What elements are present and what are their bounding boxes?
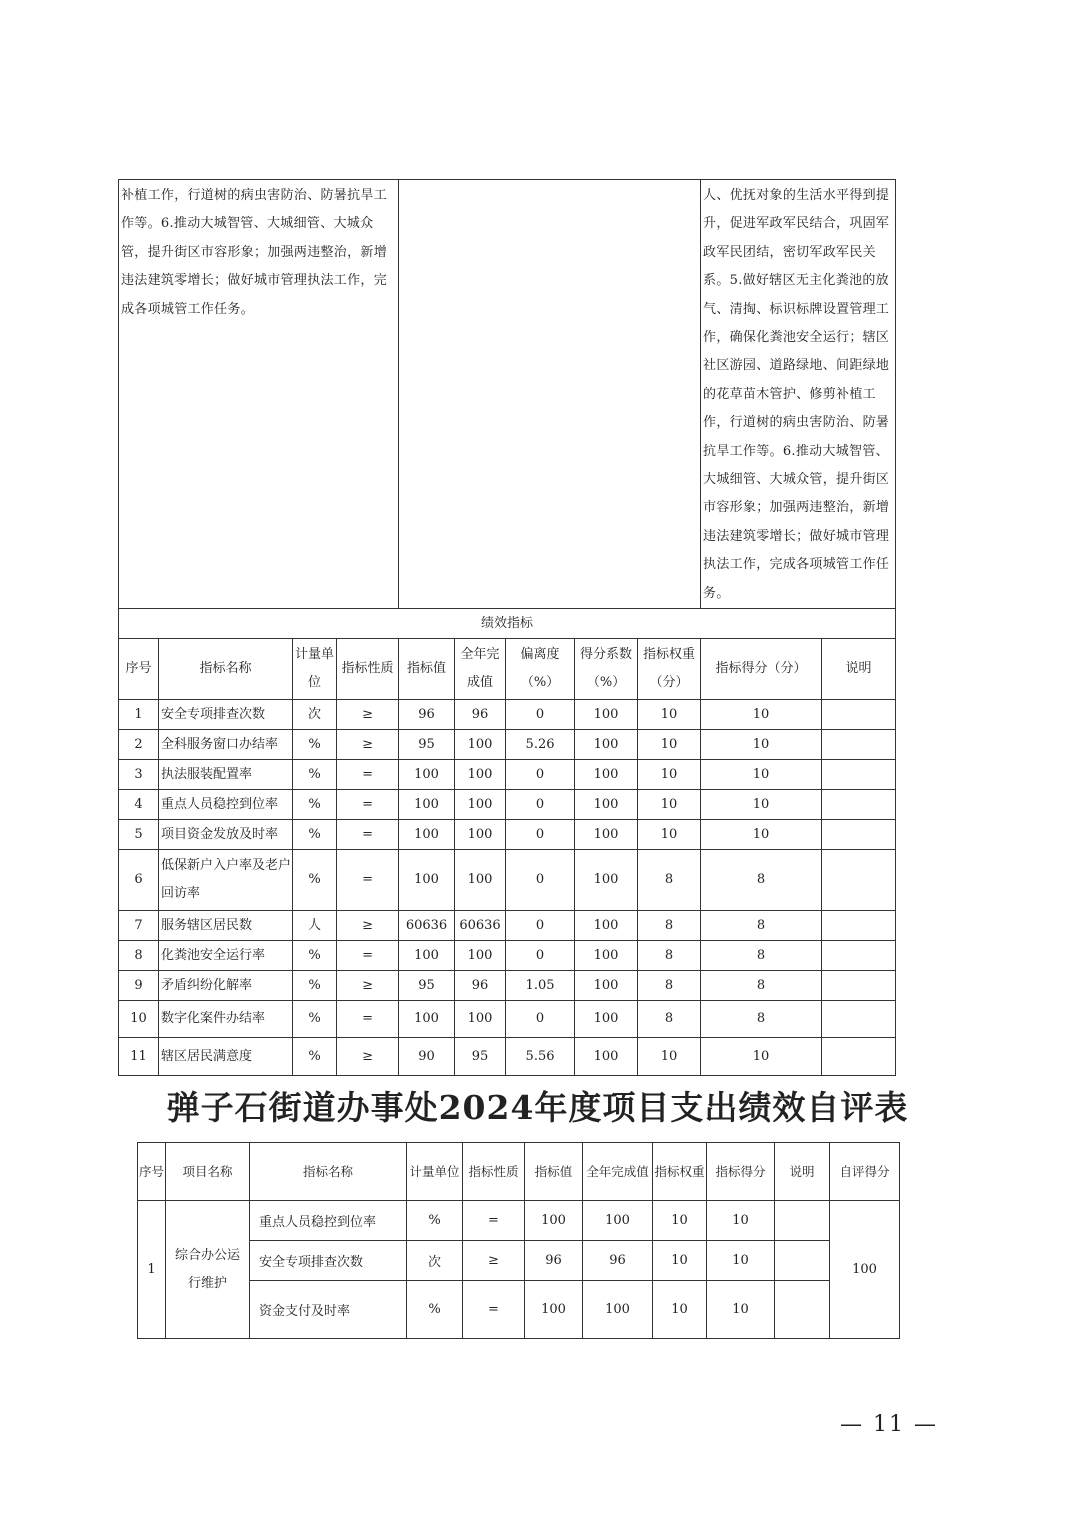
row-number: 11 bbox=[119, 1038, 159, 1076]
table-cell: % bbox=[293, 971, 337, 1001]
table-row bbox=[119, 941, 896, 971]
table-cell: 8 bbox=[701, 1001, 822, 1038]
indicator-name: 安全专项排查次数 bbox=[159, 700, 293, 730]
table-row bbox=[119, 1001, 896, 1038]
table-cell: 100 bbox=[455, 730, 506, 760]
table-cell: 0 bbox=[506, 820, 575, 850]
table-cell bbox=[775, 1241, 830, 1281]
table-cell: 0 bbox=[506, 850, 575, 911]
table-cell bbox=[822, 971, 896, 1001]
table-cell: 100 bbox=[455, 790, 506, 820]
column-header: 全年完成值 bbox=[583, 1143, 653, 1201]
table-cell: 10 bbox=[707, 1241, 775, 1281]
table-cell: 10 bbox=[701, 1038, 822, 1076]
column-header: 指标性质 bbox=[463, 1143, 525, 1201]
table-cell: 人 bbox=[293, 911, 337, 941]
self-evaluation-table bbox=[137, 1142, 900, 1339]
table-cell: 10 bbox=[707, 1281, 775, 1339]
row-number: 4 bbox=[119, 790, 159, 820]
indicator-name: 全科服务窗口办结率 bbox=[159, 730, 293, 760]
column-header: 指标权重 bbox=[653, 1143, 707, 1201]
table-cell: 10 bbox=[638, 760, 701, 790]
column-header: 指标得分（分） bbox=[701, 639, 822, 700]
table-cell: 8 bbox=[638, 850, 701, 911]
table-cell: 96 bbox=[455, 971, 506, 1001]
table-cell: 100 bbox=[575, 911, 638, 941]
table-cell: 0 bbox=[506, 941, 575, 971]
table-cell bbox=[775, 1201, 830, 1241]
column-header: 全年完成值 bbox=[455, 639, 506, 700]
table-cell: 100 bbox=[455, 1001, 506, 1038]
table-cell: 100 bbox=[455, 850, 506, 911]
table-cell: % bbox=[293, 941, 337, 971]
table-cell: = bbox=[337, 760, 399, 790]
column-header: 项目名称 bbox=[166, 1143, 250, 1201]
table-cell: 100 bbox=[575, 850, 638, 911]
table-cell: 100 bbox=[575, 820, 638, 850]
header-row bbox=[119, 639, 896, 700]
column-header: 指标权重（分） bbox=[638, 639, 701, 700]
row-number: 3 bbox=[119, 760, 159, 790]
table-cell bbox=[775, 1281, 830, 1339]
narrative-left: 补植工作，行道树的病虫害防治、防暑抗旱工作等。6.推动大城智管、大城细管、大城众管，提升街区市容形象；加强两违整治，新增违法建筑零增长；做好城市管理执法工作，完成各项城管工作任务。 bbox=[119, 180, 399, 609]
table-row bbox=[138, 1281, 900, 1339]
indicator-name: 矛盾纠纷化解率 bbox=[159, 971, 293, 1001]
table-cell: ≥ bbox=[337, 1038, 399, 1076]
table-cell: % bbox=[293, 820, 337, 850]
table-cell: 100 bbox=[575, 730, 638, 760]
table-cell: = bbox=[337, 1001, 399, 1038]
table-cell: 90 bbox=[399, 1038, 455, 1076]
table-cell: 100 bbox=[575, 790, 638, 820]
indicator-name: 化粪池安全运行率 bbox=[159, 941, 293, 971]
row-number: 5 bbox=[119, 820, 159, 850]
table-cell: 10 bbox=[701, 790, 822, 820]
narrative-right: 人、优抚对象的生活水平得到提升，促进军政军民结合，巩固军政军民团结，密切军政军民关系。5.做好辖区无主化粪池的放气、清掏、标识标牌设置管理工作，确保化粪池安全运行；辖区社区游园、道路绿地、间距绿地的花草苗木管护、修剪补植工作，行道树的病虫害防治、防暑抗旱工作等。6.推动大城智管、大城细管、大城众管，提升街区市容形象；加强两违整治，新增违法建筑零增长；做好城市管理执法工作，完成各项城管工作任务。 bbox=[701, 180, 896, 609]
table-cell bbox=[822, 760, 896, 790]
table-cell: 100 bbox=[575, 760, 638, 790]
indicator-name: 重点人员稳控到位率 bbox=[159, 790, 293, 820]
table-cell: % bbox=[293, 790, 337, 820]
table-cell: 100 bbox=[455, 820, 506, 850]
table-cell: ≥ bbox=[337, 911, 399, 941]
table-cell bbox=[822, 820, 896, 850]
table-cell: ≥ bbox=[463, 1241, 525, 1281]
table-cell: 100 bbox=[575, 971, 638, 1001]
table-cell: 10 bbox=[638, 790, 701, 820]
table-cell: 10 bbox=[638, 700, 701, 730]
table-cell: 8 bbox=[701, 850, 822, 911]
table-cell bbox=[822, 911, 896, 941]
table-cell: % bbox=[407, 1281, 463, 1339]
table-cell: 100 bbox=[575, 700, 638, 730]
table-cell bbox=[822, 941, 896, 971]
column-header: 计量单位 bbox=[407, 1143, 463, 1201]
table-cell: = bbox=[337, 850, 399, 911]
table-cell: 96 bbox=[525, 1241, 583, 1281]
table-cell: ≥ bbox=[337, 730, 399, 760]
table-cell: 100 bbox=[399, 1001, 455, 1038]
table-cell bbox=[822, 790, 896, 820]
table-cell: 0 bbox=[506, 760, 575, 790]
row-number: 10 bbox=[119, 1001, 159, 1038]
column-header: 偏离度（%） bbox=[506, 639, 575, 700]
table-cell: 100 bbox=[575, 941, 638, 971]
table-cell: % bbox=[293, 760, 337, 790]
table-cell: 100 bbox=[583, 1201, 653, 1241]
table-cell: % bbox=[293, 730, 337, 760]
table-row bbox=[138, 1201, 900, 1241]
indicator-name: 项目资金发放及时率 bbox=[159, 820, 293, 850]
table-cell: 10 bbox=[701, 730, 822, 760]
table-row bbox=[138, 1241, 900, 1281]
table-row bbox=[119, 700, 896, 730]
table-cell: 10 bbox=[638, 820, 701, 850]
table-cell: 10 bbox=[701, 820, 822, 850]
table-cell: 8 bbox=[638, 911, 701, 941]
table-row bbox=[119, 760, 896, 790]
document-title: 弹子石街道办事处2024年度项目支出绩效自评表 bbox=[166, 1088, 909, 1127]
table-cell: 96 bbox=[455, 700, 506, 730]
row-number: 8 bbox=[119, 941, 159, 971]
table-cell: = bbox=[337, 820, 399, 850]
table-cell: 100 bbox=[583, 1281, 653, 1339]
table-row bbox=[119, 790, 896, 820]
table-cell: 100 bbox=[575, 1001, 638, 1038]
table-row bbox=[119, 1038, 896, 1076]
table-cell: = bbox=[463, 1281, 525, 1339]
table-cell: = bbox=[337, 790, 399, 820]
table-cell: 60636 bbox=[455, 911, 506, 941]
table-cell: 96 bbox=[583, 1241, 653, 1281]
table-cell bbox=[822, 1038, 896, 1076]
table-cell: ≥ bbox=[337, 971, 399, 1001]
table-cell: 10 bbox=[701, 700, 822, 730]
table-cell bbox=[822, 700, 896, 730]
table-cell: 8 bbox=[701, 971, 822, 1001]
column-header: 说明 bbox=[822, 639, 896, 700]
table-cell: 10 bbox=[638, 1038, 701, 1076]
table-cell: 60636 bbox=[399, 911, 455, 941]
table-cell: 100 bbox=[399, 790, 455, 820]
table-cell: 10 bbox=[653, 1201, 707, 1241]
indicator-name: 数字化案件办结率 bbox=[159, 1001, 293, 1038]
column-header: 指标值 bbox=[399, 639, 455, 700]
table-cell: 0 bbox=[506, 911, 575, 941]
performance-table bbox=[118, 179, 896, 1076]
table-cell: % bbox=[293, 1038, 337, 1076]
table-cell: % bbox=[407, 1201, 463, 1241]
table-cell: 5.56 bbox=[506, 1038, 575, 1076]
table-cell bbox=[822, 850, 896, 911]
table-cell: % bbox=[293, 1001, 337, 1038]
column-header: 说明 bbox=[775, 1143, 830, 1201]
table-cell: ≥ bbox=[337, 700, 399, 730]
table-cell bbox=[822, 1001, 896, 1038]
row-number: 9 bbox=[119, 971, 159, 1001]
table-row bbox=[119, 820, 896, 850]
table-cell: 次 bbox=[407, 1241, 463, 1281]
table-cell: 10 bbox=[707, 1201, 775, 1241]
project-name: 综合办公运行维护 bbox=[166, 1201, 250, 1339]
table-cell: 8 bbox=[701, 941, 822, 971]
table-cell: 8 bbox=[701, 911, 822, 941]
page-number: — 11 — bbox=[840, 1412, 938, 1437]
table-cell: = bbox=[463, 1201, 525, 1241]
row-number: 2 bbox=[119, 730, 159, 760]
column-header: 得分系数（%） bbox=[575, 639, 638, 700]
indicator-name: 重点人员稳控到位率 bbox=[250, 1201, 407, 1241]
column-header: 指标性质 bbox=[337, 639, 399, 700]
column-header: 指标名称 bbox=[159, 639, 293, 700]
table-cell: 100 bbox=[455, 941, 506, 971]
table-cell: 100 bbox=[399, 941, 455, 971]
column-header: 序号 bbox=[119, 639, 159, 700]
table-cell: 1.05 bbox=[506, 971, 575, 1001]
section-header-row bbox=[119, 609, 896, 639]
table-cell: 100 bbox=[575, 1038, 638, 1076]
header-row bbox=[138, 1143, 900, 1201]
table-cell: = bbox=[337, 941, 399, 971]
narrative-row bbox=[119, 180, 896, 609]
self-score: 100 bbox=[830, 1201, 900, 1339]
table-cell: 100 bbox=[399, 820, 455, 850]
column-header: 自评得分 bbox=[830, 1143, 900, 1201]
table-cell: 10 bbox=[653, 1281, 707, 1339]
table-cell: 8 bbox=[638, 971, 701, 1001]
indicator-name: 辖区居民满意度 bbox=[159, 1038, 293, 1076]
indicator-name: 服务辖区居民数 bbox=[159, 911, 293, 941]
table-row bbox=[119, 911, 896, 941]
project-number: 1 bbox=[138, 1201, 166, 1339]
table-cell: 10 bbox=[701, 760, 822, 790]
table-cell: 100 bbox=[525, 1201, 583, 1241]
table-cell: 95 bbox=[455, 1038, 506, 1076]
table-cell bbox=[822, 730, 896, 760]
table-row bbox=[119, 850, 896, 911]
indicator-name: 资金支付及时率 bbox=[250, 1281, 407, 1339]
table-row bbox=[119, 730, 896, 760]
section-title: 绩效指标 bbox=[119, 609, 896, 639]
row-number: 7 bbox=[119, 911, 159, 941]
table-cell: 0 bbox=[506, 1001, 575, 1038]
column-header: 序号 bbox=[138, 1143, 166, 1201]
table-cell: % bbox=[293, 850, 337, 911]
indicator-name: 执法服装配置率 bbox=[159, 760, 293, 790]
table-cell: 次 bbox=[293, 700, 337, 730]
table-cell: 95 bbox=[399, 730, 455, 760]
table-cell: 95 bbox=[399, 971, 455, 1001]
column-header: 指标得分 bbox=[707, 1143, 775, 1201]
table-cell: 10 bbox=[653, 1241, 707, 1281]
table-cell: 8 bbox=[638, 1001, 701, 1038]
narrative-middle bbox=[399, 180, 701, 609]
table-row bbox=[119, 971, 896, 1001]
table-cell: 8 bbox=[638, 941, 701, 971]
table-cell: 100 bbox=[399, 850, 455, 911]
column-header: 指标名称 bbox=[250, 1143, 407, 1201]
column-header: 指标值 bbox=[525, 1143, 583, 1201]
table-cell: 100 bbox=[399, 760, 455, 790]
row-number: 1 bbox=[119, 700, 159, 730]
indicator-name: 低保新户入户率及老户回访率 bbox=[159, 850, 293, 911]
table-cell: 100 bbox=[525, 1281, 583, 1339]
table-cell: 5.26 bbox=[506, 730, 575, 760]
table-cell: 0 bbox=[506, 700, 575, 730]
table-cell: 96 bbox=[399, 700, 455, 730]
table-cell: 10 bbox=[638, 730, 701, 760]
indicator-name: 安全专项排查次数 bbox=[250, 1241, 407, 1281]
column-header: 计量单位 bbox=[293, 639, 337, 700]
row-number: 6 bbox=[119, 850, 159, 911]
table-cell: 0 bbox=[506, 790, 575, 820]
table-cell: 100 bbox=[455, 760, 506, 790]
